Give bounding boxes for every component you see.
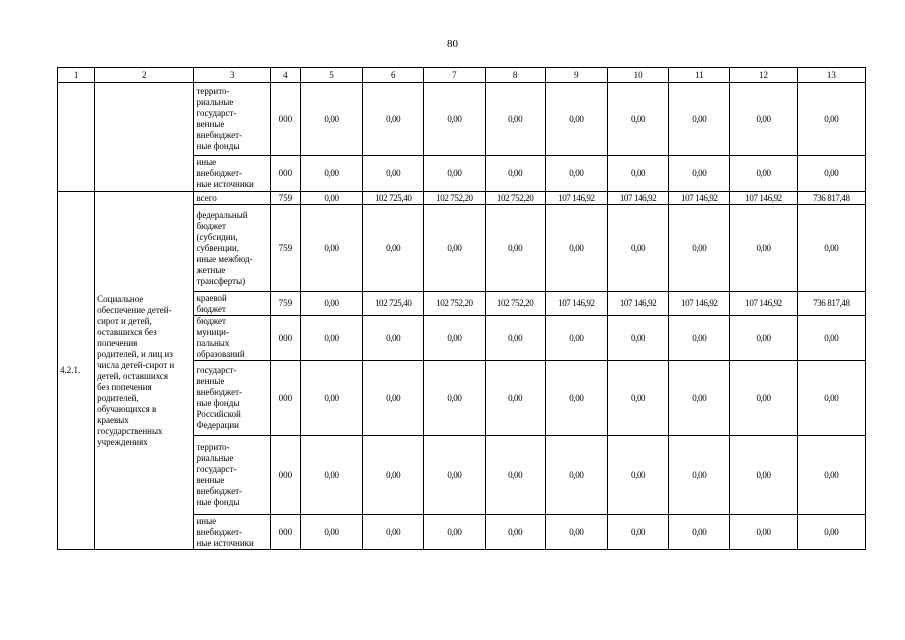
section-name: Социальное обеспечение детей- сирот и детей, оставшихся без попечения родителей, и лиц из числа детей-сирот и детей, оставшихся без попечения родителей, обучающихся в краевых государственных учреждениях (95, 192, 194, 550)
value-cell-col-8: 0,00 (485, 205, 545, 292)
value-cell-col-8: 102 752,20 (485, 292, 545, 316)
value-cell-col-5: 0,00 (300, 156, 362, 192)
value-cell-col-5: 0,00 (300, 316, 362, 361)
value-cell-col-5: 0,00 (300, 361, 362, 436)
value-cell-col-9: 0,00 (545, 205, 607, 292)
value-cell-col-12: 0,00 (730, 156, 797, 192)
value-cell-col-11: 0,00 (669, 205, 730, 292)
table-row (58, 192, 866, 205)
value-cell-col-10: 0,00 (607, 83, 668, 156)
table-body (58, 68, 866, 550)
value-cell-col-10: 0,00 (607, 515, 668, 550)
column-header-9: 9 (545, 68, 607, 83)
value-cell-col-8: 0,00 (485, 361, 545, 436)
funding-source-cell: государст- венные внебюджет- ные фонды Российской Федерации (194, 361, 270, 436)
funding-source-cell: иные внебюджет- ные источники (194, 156, 270, 192)
funding-source-cell: бюджет муници- пальных образований (194, 316, 270, 361)
value-cell-col-12: 107 146,92 (730, 192, 797, 205)
value-cell-col-9: 0,00 (545, 361, 607, 436)
value-cell-col-12: 0,00 (730, 316, 797, 361)
funding-source-cell: террито- риальные государст- венные внебюджет- ные фонды (194, 436, 270, 515)
code-cell: 000 (270, 515, 300, 550)
value-cell-col-13: 0,00 (797, 436, 865, 515)
value-cell-col-7: 0,00 (424, 361, 485, 436)
code-cell: 000 (270, 83, 300, 156)
value-cell-col-10: 0,00 (607, 361, 668, 436)
value-cell-col-13: 0,00 (797, 156, 865, 192)
value-cell-col-13: 736 817,48 (797, 292, 865, 316)
value-cell-col-8: 102 752,20 (485, 192, 545, 205)
funding-source-cell: всего (194, 192, 270, 205)
value-cell-col-6: 0,00 (363, 436, 424, 515)
column-header-3: 3 (194, 68, 270, 83)
column-header-13: 13 (797, 68, 865, 83)
value-cell-col-5: 0,00 (300, 205, 362, 292)
column-header-7: 7 (424, 68, 485, 83)
column-header-4: 4 (270, 68, 300, 83)
empty-code-cell (58, 83, 95, 192)
section-code: 4.2.1. (58, 192, 95, 550)
empty-name-cell (95, 83, 194, 192)
value-cell-col-9: 107 146,92 (545, 292, 607, 316)
value-cell-col-6: 0,00 (363, 316, 424, 361)
value-cell-col-5: 0,00 (300, 292, 362, 316)
value-cell-col-7: 0,00 (424, 156, 485, 192)
value-cell-col-9: 0,00 (545, 515, 607, 550)
code-cell: 000 (270, 316, 300, 361)
code-cell: 000 (270, 361, 300, 436)
value-cell-col-7: 0,00 (424, 205, 485, 292)
column-header-11: 11 (669, 68, 730, 83)
table-row (58, 83, 866, 156)
value-cell-col-5: 0,00 (300, 436, 362, 515)
value-cell-col-11: 0,00 (669, 436, 730, 515)
value-cell-col-11: 107 146,92 (669, 292, 730, 316)
funding-source-cell: террито- риальные государст- венные внебюджет- ные фонды (194, 83, 270, 156)
value-cell-col-6: 102 725,40 (363, 192, 424, 205)
value-cell-col-12: 0,00 (730, 205, 797, 292)
value-cell-col-5: 0,00 (300, 515, 362, 550)
value-cell-col-5: 0,00 (300, 83, 362, 156)
value-cell-col-13: 0,00 (797, 515, 865, 550)
value-cell-col-11: 0,00 (669, 316, 730, 361)
value-cell-col-8: 0,00 (485, 316, 545, 361)
value-cell-col-11: 0,00 (669, 156, 730, 192)
column-header-2: 2 (95, 68, 194, 83)
code-cell: 759 (270, 292, 300, 316)
code-cell: 759 (270, 192, 300, 205)
funding-source-cell: иные внебюджет- ные источники (194, 515, 270, 550)
value-cell-col-12: 107 146,92 (730, 292, 797, 316)
value-cell-col-12: 0,00 (730, 361, 797, 436)
column-header-12: 12 (730, 68, 797, 83)
value-cell-col-7: 0,00 (424, 436, 485, 515)
code-cell: 000 (270, 156, 300, 192)
value-cell-col-11: 0,00 (669, 515, 730, 550)
value-cell-col-7: 102 752,20 (424, 292, 485, 316)
value-cell-col-7: 0,00 (424, 515, 485, 550)
value-cell-col-6: 0,00 (363, 156, 424, 192)
header-row (58, 68, 866, 83)
value-cell-col-9: 0,00 (545, 436, 607, 515)
value-cell-col-5: 0,00 (300, 192, 362, 205)
value-cell-col-12: 0,00 (730, 83, 797, 156)
value-cell-col-6: 0,00 (363, 83, 424, 156)
value-cell-col-6: 102 725,40 (363, 292, 424, 316)
funding-source-cell: краевой бюджет (194, 292, 270, 316)
value-cell-col-12: 0,00 (730, 436, 797, 515)
value-cell-col-13: 0,00 (797, 316, 865, 361)
value-cell-col-13: 736 817,48 (797, 192, 865, 205)
code-cell: 759 (270, 205, 300, 292)
value-cell-col-11: 107 146,92 (669, 192, 730, 205)
value-cell-col-8: 0,00 (485, 515, 545, 550)
value-cell-col-9: 107 146,92 (545, 192, 607, 205)
budget-table (57, 67, 866, 550)
value-cell-col-9: 0,00 (545, 156, 607, 192)
code-cell: 000 (270, 436, 300, 515)
value-cell-col-9: 0,00 (545, 83, 607, 156)
column-header-10: 10 (607, 68, 668, 83)
value-cell-col-13: 0,00 (797, 361, 865, 436)
column-header-1: 1 (58, 68, 95, 83)
value-cell-col-10: 0,00 (607, 205, 668, 292)
value-cell-col-7: 102 752,20 (424, 192, 485, 205)
value-cell-col-7: 0,00 (424, 83, 485, 156)
page-number: 80 (447, 38, 458, 50)
value-cell-col-8: 0,00 (485, 436, 545, 515)
column-header-5: 5 (300, 68, 362, 83)
value-cell-col-13: 0,00 (797, 83, 865, 156)
value-cell-col-10: 107 146,92 (607, 292, 668, 316)
value-cell-col-8: 0,00 (485, 156, 545, 192)
value-cell-col-12: 0,00 (730, 515, 797, 550)
value-cell-col-11: 0,00 (669, 83, 730, 156)
value-cell-col-7: 0,00 (424, 316, 485, 361)
value-cell-col-10: 0,00 (607, 156, 668, 192)
value-cell-col-8: 0,00 (485, 83, 545, 156)
value-cell-col-9: 0,00 (545, 316, 607, 361)
value-cell-col-6: 0,00 (363, 205, 424, 292)
column-header-6: 6 (363, 68, 424, 83)
value-cell-col-10: 0,00 (607, 436, 668, 515)
value-cell-col-6: 0,00 (363, 361, 424, 436)
funding-source-cell: федеральный бюджет (субсидии, субвенции, иные межбюд- жетные трансферты) (194, 205, 270, 292)
value-cell-col-10: 107 146,92 (607, 192, 668, 205)
column-header-8: 8 (485, 68, 545, 83)
value-cell-col-13: 0,00 (797, 205, 865, 292)
value-cell-col-6: 0,00 (363, 515, 424, 550)
value-cell-col-11: 0,00 (669, 361, 730, 436)
value-cell-col-10: 0,00 (607, 316, 668, 361)
